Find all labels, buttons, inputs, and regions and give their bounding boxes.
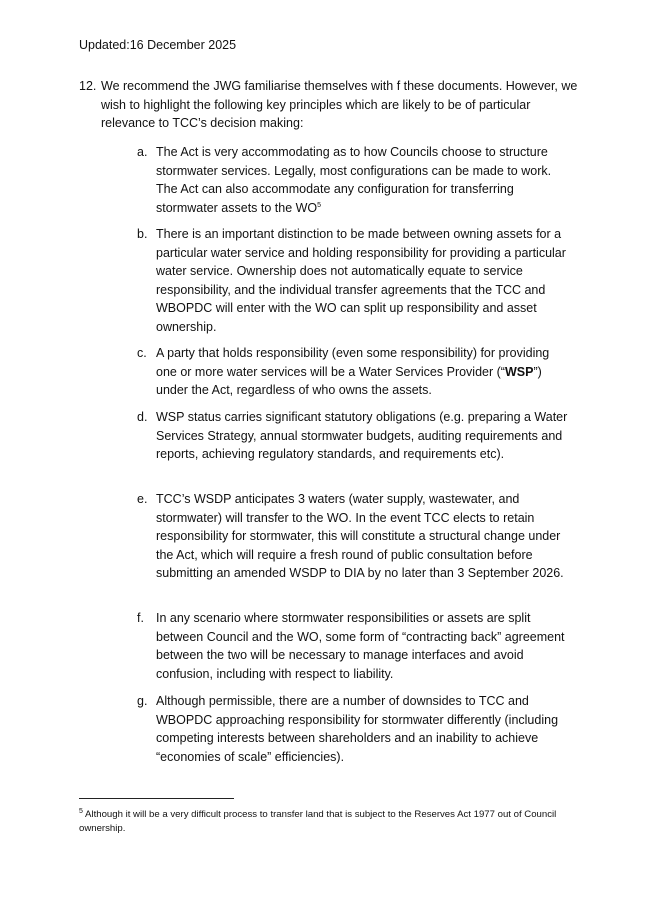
item-text: In any scenario where stormwater responsibilities or assets are split between Council and the WO, some form of “contracting back” agreement between the two will be necessary to manage interfaces and avoid confusion, including with respect to liability. <box>156 611 565 681</box>
item-label: f. <box>137 611 144 625</box>
list-item-g <box>137 692 572 766</box>
list-item-e <box>137 490 572 583</box>
wsp-term: WSP <box>504 364 534 379</box>
footnote-text: Although it will be a very difficult process to transfer land that is subject to the Reserves Act 1977 out of Council ownership. <box>79 809 557 834</box>
item-text: WSP status carries significant statutory obligations (e.g. preparing a Water Services Strategy, annual stormwater budgets, auditing requirements and reports, achieving regulatory standards, and requirements etc). <box>156 410 568 461</box>
paragraph-12 <box>79 77 579 133</box>
paragraph-number: 12. <box>79 79 97 93</box>
item-label: a. <box>137 145 148 159</box>
item-label: c. <box>137 346 147 360</box>
item-label: e. <box>137 492 148 506</box>
list-item-c <box>137 344 572 400</box>
footnote <box>79 808 574 836</box>
footnote-number: 5 <box>79 807 83 815</box>
item-label: d. <box>137 410 148 424</box>
item-label: g. <box>137 694 148 708</box>
list-item-f <box>137 609 572 683</box>
list-item-a <box>137 143 572 217</box>
item-text: TCC’s WSDP anticipates 3 waters (water supply, wastewater, and stormwater) will transfer to the WO. In the event TCC elects to retain responsibility for stormwater, this will constitute a structural change under the Act, which will require a fresh round of public consultation before submitting an amended WSDP to DIA by no later than 3 September 2026. <box>156 492 564 580</box>
footnote-ref: 5 <box>317 201 322 209</box>
updated-date: Updated:16 December 2025 <box>79 38 237 52</box>
footnote-separator <box>79 798 234 799</box>
paragraph-text: We recommend the JWG familiarise themselves with f these documents. However, we wish to highlight the following key principles which are likely to be of particular relevance to TCC’s decision making: <box>101 79 578 130</box>
item-label: b. <box>137 227 148 241</box>
item-text: There is an important distinction to be made between owning assets for a particular water service and holding responsibility for providing a particular water service. Ownership does not automatically equate to service responsibility, and the individual transfer agreements that the TCC and WBOPDC will enter with the WO can split up responsibility and asset ownership. <box>156 227 566 334</box>
list-item-d <box>137 408 572 464</box>
item-text: The Act is very accommodating as to how Councils choose to structure stormwater services. Legally, most configurations can be made to work. The Act can also accommodate any configuration for transferring stormwater assets to the $WO^5$ <box>156 145 552 215</box>
list-item-b <box>137 225 572 336</box>
item-text: Although permissible, there are a number of downsides to TCC and WBOPDC approaching responsibility for stormwater differently (including competing interests between shareholders and an inability to achieve “economies of scale” efficiencies). <box>156 694 559 764</box>
item-text: A party that holds responsibility (even some responsibility) for providing one or more water services will be a Water Services Provider (“WSP”) under the Act, regardless of who owns the assets. <box>156 346 550 397</box>
